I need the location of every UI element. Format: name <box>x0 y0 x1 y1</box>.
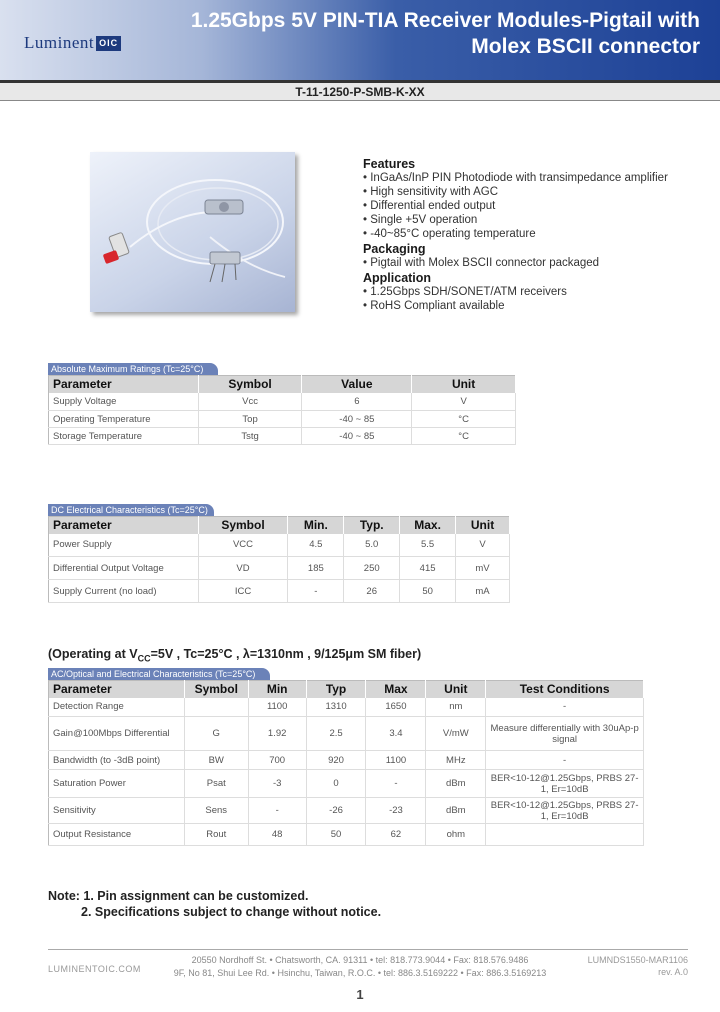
document-id: LUMNDS1550-MAR1106 <box>587 955 688 965</box>
table-cell: mV <box>456 557 510 580</box>
table-cell: mA <box>456 580 510 603</box>
table-row <box>49 580 510 603</box>
col-header: Unit <box>426 681 486 698</box>
table-cell: Tstg <box>198 428 302 445</box>
table-cell: 920 <box>306 751 366 770</box>
table-cell: Differential Output Voltage <box>49 557 199 580</box>
table-cell: 5.0 <box>344 534 400 557</box>
application-item: • RoHS Compliant available <box>363 299 703 313</box>
table-cell: 2.5 <box>306 717 366 751</box>
logo-box: OIC <box>96 36 121 51</box>
dc-tab: DC Electrical Characteristics (Tc=25°C) <box>48 504 214 516</box>
table-header-row <box>49 517 510 534</box>
col-header: Max <box>366 681 426 698</box>
table-row <box>49 798 644 824</box>
table-cell: 48 <box>248 824 306 846</box>
table-cell: 5.5 <box>400 534 456 557</box>
table-cell: - <box>288 580 344 603</box>
table-row <box>49 534 510 557</box>
website-link[interactable]: LUMINENTOIC.COM <box>48 964 141 974</box>
table-cell: Power Supply <box>49 534 199 557</box>
table-cell: ohm <box>426 824 486 846</box>
col-header: Test Conditions <box>486 681 644 698</box>
col-header: Min. <box>288 517 344 534</box>
table-row <box>49 557 510 580</box>
table-cell: Sens <box>184 798 248 824</box>
table-cell: Saturation Power <box>49 770 185 798</box>
packaging-item: • Pigtail with Molex BSCII connector packaged <box>363 256 703 270</box>
table-cell: - <box>248 798 306 824</box>
table-cell: dBm <box>426 770 486 798</box>
table-cell: Vcc <box>198 393 302 411</box>
note-1: Note: 1. Pin assignment can be customized. <box>48 889 309 903</box>
table-cell: Gain@100Mbps Differential <box>49 717 185 751</box>
operating-suffix: =5V , Tc=25°C , λ=1310nm , 9/125μm SM fiber) <box>150 647 422 661</box>
col-header: Unit <box>456 517 510 534</box>
company-logo <box>24 33 121 53</box>
title-line-1: 1.25Gbps 5V PIN-TIA Receiver Modules-Pigtail with <box>190 9 700 32</box>
table-cell: -23 <box>366 798 426 824</box>
table-header-row <box>49 681 644 698</box>
col-header: Typ <box>306 681 366 698</box>
col-header: Unit <box>412 376 516 393</box>
table-cell: 1100 <box>366 751 426 770</box>
table-cell: - <box>486 751 644 770</box>
page-title <box>191 8 700 60</box>
note-2: 2. Specifications subject to change without notice. <box>81 905 382 919</box>
table-cell: Sensitivity <box>49 798 185 824</box>
table-cell: 4.5 <box>288 534 344 557</box>
footer-rule <box>48 949 688 950</box>
table-cell: 1100 <box>248 698 306 717</box>
col-header: Parameter <box>49 376 199 393</box>
col-header: Min <box>248 681 306 698</box>
table-cell: Supply Voltage <box>49 393 199 411</box>
ac-table <box>48 680 644 846</box>
col-header: Max. <box>400 517 456 534</box>
table-cell: 415 <box>400 557 456 580</box>
abs-max-tab: Absolute Maximum Ratings (Tc=25°C) <box>48 363 218 375</box>
table-cell: Storage Temperature <box>49 428 199 445</box>
features-block <box>363 156 703 313</box>
table-row <box>49 411 516 428</box>
table-cell: Rout <box>184 824 248 846</box>
application-item: • 1.25Gbps SDH/SONET/ATM receivers <box>363 285 703 299</box>
feature-item: • -40~85°C operating temperature <box>363 227 703 241</box>
address-line-1: 20550 Nordhoff St. • Chatsworth, CA. 91311 • tel: 818.773.9044 • Fax: 818.576.9486 <box>191 955 529 965</box>
table-cell: ICC <box>198 580 288 603</box>
table-cell: Output Resistance <box>49 824 185 846</box>
operating-conditions <box>48 647 421 664</box>
features-heading: Features <box>363 157 416 171</box>
table-cell: Measure differentially with 30uAp-p signal <box>486 717 644 751</box>
table-row <box>49 717 644 751</box>
table-cell: 62 <box>366 824 426 846</box>
table-cell: BW <box>184 751 248 770</box>
table-cell <box>486 824 644 846</box>
table-cell: V/mW <box>426 717 486 751</box>
table-cell: 250 <box>344 557 400 580</box>
page-number: 1 <box>356 987 364 1002</box>
logo-text: Luminent <box>24 33 95 52</box>
abs-max-table <box>48 375 516 445</box>
table-cell: - <box>486 698 644 717</box>
table-row <box>49 824 644 846</box>
table-cell: Operating Temperature <box>49 411 199 428</box>
col-header: Symbol <box>184 681 248 698</box>
table-cell: °C <box>412 428 516 445</box>
notes <box>48 888 381 920</box>
table-cell: - <box>366 770 426 798</box>
dc-table <box>48 516 510 603</box>
title-line-2: Molex BSCII connector <box>471 35 700 58</box>
table-cell: VD <box>198 557 288 580</box>
table-cell: 1650 <box>366 698 426 717</box>
table-row <box>49 428 516 445</box>
col-header: Parameter <box>49 517 199 534</box>
table-cell: 700 <box>248 751 306 770</box>
table-cell: 50 <box>400 580 456 603</box>
table-header-row <box>49 376 516 393</box>
table-cell: -40 ~ 85 <box>302 411 412 428</box>
col-header: Symbol <box>198 517 288 534</box>
table-cell: nm <box>426 698 486 717</box>
table-cell: 1310 <box>306 698 366 717</box>
part-number: T-11-1250-P-SMB-K-XX <box>0 83 720 101</box>
ac-tab: AC/Optical and Electrical Characteristics (Tc=25°C) <box>48 668 270 680</box>
table-row <box>49 770 644 798</box>
table-cell: 50 <box>306 824 366 846</box>
table-cell: V <box>412 393 516 411</box>
table-cell: G <box>184 717 248 751</box>
address-line-2: 9F, No 81, Shui Lee Rd. • Hsinchu, Taiwan, R.O.C. • tel: 886.3.5169222 • Fax: 886.3.5169213 <box>173 968 547 978</box>
feature-item: • Single +5V operation <box>363 213 703 227</box>
table-row <box>49 698 644 717</box>
table-cell: Bandwidth (to -3dB point) <box>49 751 185 770</box>
table-cell: dBm <box>426 798 486 824</box>
feature-item: • High sensitivity with AGC <box>363 185 703 199</box>
table-cell: 185 <box>288 557 344 580</box>
col-header: Parameter <box>49 681 185 698</box>
feature-item: • InGaAs/InP PIN Photodiode with transimpedance amplifier <box>363 171 703 185</box>
table-cell <box>184 698 248 717</box>
table-cell: -3 <box>248 770 306 798</box>
table-cell: 26 <box>344 580 400 603</box>
table-cell: BER<10-12@1.25Gbps, PRBS 27-1, Er=10dB <box>486 798 644 824</box>
table-cell: V <box>456 534 510 557</box>
operating-sub: CC <box>137 653 151 664</box>
table-cell: Top <box>198 411 302 428</box>
revision: rev. A.0 <box>658 967 688 977</box>
table-cell: Detection Range <box>49 698 185 717</box>
application-heading: Application <box>363 271 432 285</box>
col-header: Symbol <box>198 376 302 393</box>
table-row <box>49 751 644 770</box>
table-cell: 6 <box>302 393 412 411</box>
table-cell: 3.4 <box>366 717 426 751</box>
table-cell: °C <box>412 411 516 428</box>
col-header: Value <box>302 376 412 393</box>
feature-item: • Differential ended output <box>363 199 703 213</box>
operating-prefix: (Operating at V <box>48 647 138 661</box>
table-cell: VCC <box>198 534 288 557</box>
packaging-heading: Packaging <box>363 242 426 256</box>
table-cell: Supply Current (no load) <box>49 580 199 603</box>
table-row <box>49 393 516 411</box>
table-cell: Psat <box>184 770 248 798</box>
product-photo <box>90 152 295 312</box>
table-cell: 0 <box>306 770 366 798</box>
header-banner <box>0 0 720 80</box>
table-cell: -40 ~ 85 <box>302 428 412 445</box>
table-cell: 1.92 <box>248 717 306 751</box>
col-header: Typ. <box>344 517 400 534</box>
table-cell: BER<10-12@1.25Gbps, PRBS 27-1, Er=10dB <box>486 770 644 798</box>
module-illustration-icon <box>90 152 295 312</box>
table-cell: -26 <box>306 798 366 824</box>
table-cell: MHz <box>426 751 486 770</box>
